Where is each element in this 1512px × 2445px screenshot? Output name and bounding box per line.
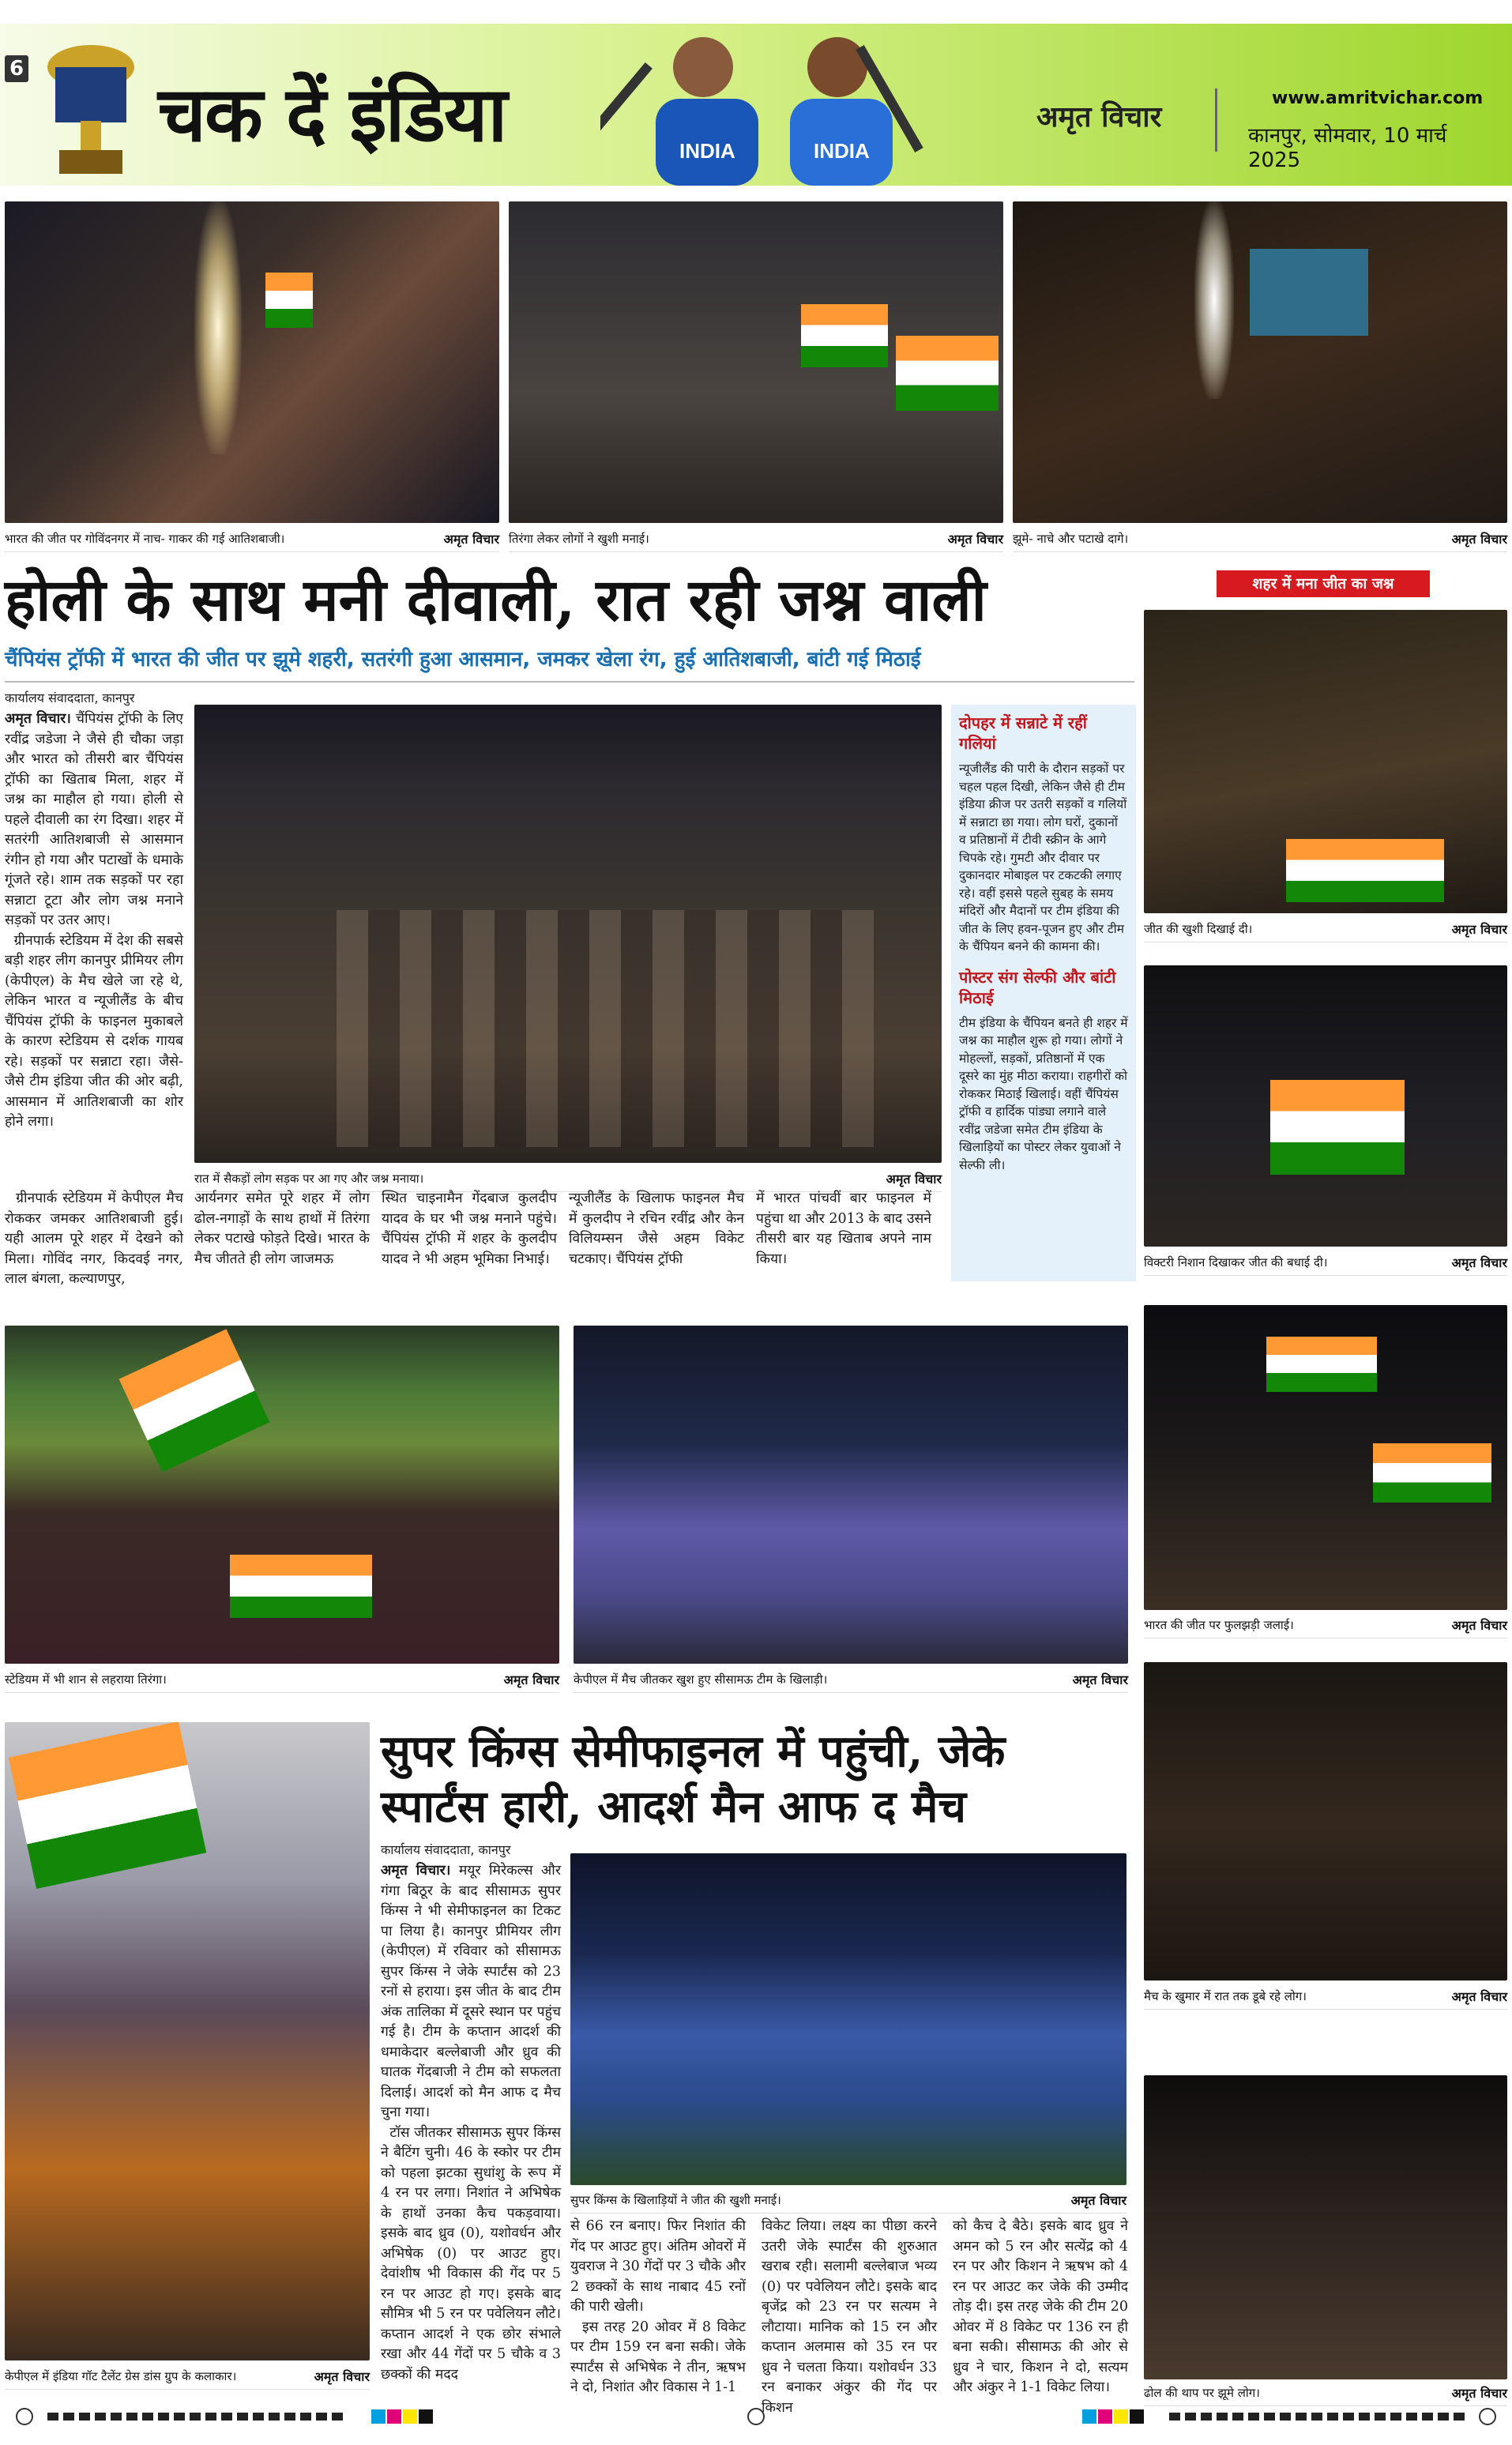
photo-credit: अमृत विचार <box>1070 2192 1126 2208</box>
masthead <box>0 24 1512 186</box>
photo-caption-row <box>1144 2379 1507 2406</box>
box-text: न्यूजीलैंड की पारी के दौरान सड़कों पर चहल पहल दिखी, लेकिन जैसे ही टीम इंडिया क्रीज पर उतरी सड़कों व गलियों में सन्नाटा छा गया। लोग घरों, दुकानों व प्रतिष्ठानों में टीवी स्क्रीन के आगे चिपके रहे। गुमटी और दीवार पर दुकानदार मोबाइल पर टकटकी लगाए रहे। वहीं इससे पहले सुबह के समय मंदिरों और मैदानों पर टीम इंडिया की जीत के लिए हवन-पूजन हुए और टीम के चैंपियन बनने की कामना की। <box>959 762 1127 954</box>
photo-caption: रात में सैकड़ों लोग सड़क पर आ गए और जश्न मनाया। <box>194 1171 424 1186</box>
byline: कार्यालय संवाददाता, कानपुर <box>5 690 135 705</box>
photo-credit: अमृत विचार <box>886 1171 942 1187</box>
website-link[interactable]: www.amritvichar.com <box>1272 88 1484 108</box>
photo-caption-row <box>1144 1612 1507 1638</box>
players-artwork <box>600 24 1011 186</box>
story-column: को कैच दे बैठे। इसके बाद ध्रुव ने अमन को 5 रन और सत्येंद्र को 4 रन पर और किशन ने ऋषभ को 4 रन पर आउट कर जेके की उम्मीद तोड़ दी। इस तरह जेके की टीम 20 ओवर में 8 विकेट पर 136 रन ही बना सकी। सीसामऊ की ओर से ध्रुव ने चार, किशन ने दो, सत्यम और अंकुर ने 1-1 विकेट लिया। <box>953 2218 1128 2395</box>
photo-victory-sign <box>1144 965 1507 1247</box>
lead-label: अमृत विचार। <box>381 1863 451 1879</box>
photo-credit: अमृत विचार <box>1451 1617 1507 1633</box>
photo-credit: अमृत विचार <box>1451 531 1507 547</box>
photo-credit: अमृत विचार <box>1451 2385 1507 2401</box>
registration-mark-icon <box>1479 2408 1496 2425</box>
box-title: दोपहर में सन्नाटे में रहीं गलियां <box>959 713 1087 753</box>
photo-caption: स्टेडियम में भी शान से लहराया तिरंगा। <box>5 1672 167 1687</box>
box-title: पोस्टर संग सेल्फी और बांटी मिठाई <box>959 967 1116 1007</box>
trophy-icon <box>32 36 150 186</box>
photo-victory-joy <box>1144 610 1507 913</box>
photo-super-kings-team <box>570 1853 1126 2185</box>
photo-caption-row <box>1144 916 1507 942</box>
photo-credit: अमृत विचार <box>1451 1254 1507 1270</box>
photo-caption: केपीएल में मैच जीतकर खुश हुए सीसामऊ टीम के खिलाड़ी। <box>574 1672 828 1687</box>
photo-caption: झूमे- नाचे और पटाखे दागे। <box>1013 531 1129 546</box>
photo-caption-row <box>509 525 1003 552</box>
photo-sparklers <box>1144 1305 1507 1610</box>
photo-stadium-tiranga <box>5 1326 559 1664</box>
photo-caption: जीत की खुशी दिखाई दी। <box>1144 921 1253 936</box>
photo-caption-row <box>5 1666 559 1693</box>
photo-celebration-govindnagar <box>5 201 499 523</box>
section-tag: शहर में मना जीत का जश्न <box>1217 570 1430 597</box>
second-headline: सुपर किंग्स सेमीफाइनल में पहुंची, जेके स्पार्टंस हारी, आदर्श मैन आफ द मैच <box>381 1725 1006 1833</box>
dateline: कानपुर, सोमवार, 10 मार्च 2025 <box>1248 124 1447 172</box>
photo-tiranga-celebration <box>509 201 1003 523</box>
header-info <box>1019 71 1501 174</box>
photo-credit: अमृत विचार <box>503 1672 559 1687</box>
story-column: में भारत पांचवीं बार फाइनल में पहुंचा था और 2013 के बाद उसने तीसरी बार यह खिताब अपने नाम किया। <box>756 1191 931 1267</box>
svg-text:INDIA: INDIA <box>679 139 735 163</box>
photo-sisamau-team <box>574 1326 1128 1664</box>
lead-label: अमृत विचार। <box>5 711 71 727</box>
main-headline: होली के साथ मनी दीवाली, रात रही जश्न वाली <box>5 566 987 634</box>
photo-credit: अमृत विचार <box>1451 921 1507 937</box>
photo-caption-row <box>1144 1983 1507 2010</box>
photo-credit: अमृत विचार <box>314 2368 370 2384</box>
registration-mark-icon <box>747 2408 765 2425</box>
photo-caption: भारत की जीत पर फुलझड़ी जलाई। <box>1144 1617 1294 1632</box>
photo-night-crowd <box>194 705 942 1163</box>
photo-dhol-dance <box>1144 2075 1507 2379</box>
newspaper-logo: अमृत विचार <box>1036 101 1162 134</box>
main-subhead: चैंपियंस ट्रॉफी में भारत की जीत पर झूमे शहरी, सतरंगी हुआ आसमान, जमकर खेला रंग, हुई आतिशबाजी, बांटी गई मिठाई <box>5 648 921 671</box>
photo-credit: अमृत विचार <box>1072 1672 1128 1687</box>
photo-caption-row <box>5 2363 370 2390</box>
story-column: आर्यनगर समेत पूरे शहर में लोग ढोल-नगाड़ों के साथ हाथों में तिरंगा लेकर पटाखे फोड़ते दिखे। भारत के मैच जीतते ही लोग जाजमऊ <box>194 1191 370 1267</box>
photo-caption: ढोल की थाप पर झूमे लोग। <box>1144 2385 1260 2400</box>
photo-caption-row <box>1144 1249 1507 1276</box>
photo-credit: अमृत विचार <box>1451 1988 1507 2004</box>
photo-caption: केपीएल में इंडिया गॉट टैलेंट ग्रेस डांस ग्रुप के कलाकार। <box>5 2368 237 2383</box>
box-text: टीम इंडिया के चैंपियन बनते ही शहर में जश्न का माहौल शुरू हो गया। लोगों ने मोहल्लों, सड़कों, प्रतिष्ठानों में एक दूसरे का मुंह मीठा कराया। राहगीरों को रोककर मिठाई खिलाई। वहीं चैंपियंस ट्रॉफी व हार्दिक पांड्या लगाने वाले रवींद्र जडेजा समेत टीम इंडिया के खिलाड़ियों का पोस्टर लेकर युवाओं ने सेल्फी ली। <box>959 1015 1128 1172</box>
story-column: स्थित चाइनामैन गेंदबाज कुलदीप यादव के घर भी जश्न मनाने पहुंचे। चैंपियंस ट्रॉफी में शहर के कुलदीप यादव ने भी अहम भूमिका निभाई। <box>382 1191 557 1267</box>
info-box <box>951 705 1136 1281</box>
photo-caption-row <box>570 2187 1126 2214</box>
photo-caption-row <box>194 1165 942 1192</box>
divider <box>5 681 1134 683</box>
story-column: से 66 रन बनाए। फिर निशांत की गेंद पर आउट हुए। अंतिम ओवरों में युवराज ने 30 गेंदों पर 3 चौके और 2 छक्कों के साथ नाबाद 45 रनों की पारी खेली। इस तरह 20 ओवर में 8 विकेट पर टीम 159 रन बना सकी। जेके स्पार्टंस से अभिषेक ने तीन, ऋषभ ने दो, निशांत और विकास ने 1-1 <box>570 2218 746 2395</box>
photo-dance-firecrackers <box>1013 201 1507 523</box>
photo-caption-row <box>574 1666 1128 1693</box>
registration-mark-icon <box>16 2408 33 2425</box>
photo-caption: तिरंगा लेकर लोगों ने खुशी मनाई। <box>509 531 649 546</box>
photo-caption: भारत की जीत पर गोविंदनगर में नाच- गाकर की गई आतिशबाजी। <box>5 531 285 546</box>
photo-caption: सुपर किंग्स के खिलाड़ियों ने जीत की खुशी मनाई। <box>570 2192 781 2207</box>
divider <box>1215 88 1217 152</box>
section-title: चक दें इंडिया <box>158 70 506 159</box>
photo-late-night-crowd <box>1144 1662 1507 1980</box>
photo-caption-row <box>5 525 499 552</box>
photo-dance-group <box>5 1722 370 2360</box>
svg-text:INDIA: INDIA <box>814 139 870 163</box>
story-column: अमृत विचार। चैंपियंस ट्रॉफी के लिए रवींद्र जडेजा ने जैसे ही चौका जड़ा और भारत को तीसरी बार चैंपियंस ट्रॉफी का खिताब मिला, शहर में जश्न का माहौल हो गया। होली से पहले दीवाली का रंग दिखा। शहर में सतरंगी आतिशबाजी से आसमान रंगीन हो गया और पटाखों के धमाके गूंजते रहे। शाम तक सड़कों पर रहा सन्नाटा टूटा और लोग जश्न मनाने सड़कों पर उतर आए। ग्रीनपार्क स्टेडियम में देश की सबसे बड़ी शहर लीग कानपुर प्रीमियर लीग (केपीएल) के मैच खेले जा रहे थे, लेकिन भारत व न्यूजीलैंड के बीच चैंपियंस ट्रॉफी के फाइनल मुकाबले के कारण स्टेडियम से दर्शक गायब रहे। सड़कों पर सन्नाटा रहा। जैसे-जैसे टीम इंडिया जीत की ओर बढ़ी, आसमान में आतिशबाजी का शोर होने लगा। <box>5 711 183 1130</box>
photo-caption-row <box>1013 525 1507 552</box>
photo-caption: मैच के खुमार में रात तक डूबे रहे लोग। <box>1144 1988 1307 2003</box>
photo-credit: अमृत विचार <box>947 531 1003 547</box>
story-column: अमृत विचार। मयूर मिरेकल्स और गंगा बिठूर के बाद सीसामऊ सुपर किंग्स ने भी सेमीफाइनल का टिकट पा लिया है। कानपुर प्रीमियर लीग (केपीएल) में रविवार को सीसामऊ सुपर किंग्स ने जेके स्पार्टंस को 23 रनों से हराया। इस जीत के बाद टीम अंक तालिका में दूसरे स्थान पर पहुंच गई है। टीम के कप्तान आदर्श की धमाकेदार बल्लेबाजी और ध्रुव की घातक गेंदबाजी ने टीम को सफलता दिलाई। आदर्श को मैन आफ द मैच चुना गया। टॉस जीतकर सीसामऊ सुपर किंग्स ने बैटिंग चुनी। 46 के स्कोर पर टीम को पहला झटका सुधांशु के रूप में 4 रन पर लगा। निशांत ने अभिषेक के हाथों उनका कैच पकड़वाया। इसके बाद ध्रुव (0), यशोवर्धन और अभिषेक (0) पर आउट हुए। देवांशीष भी विकास की गेंद पर 5 रन पर आउट हो गए। इसके बाद सौमित्र भी 5 रन पर पवेलियन लौटे। कप्तान आदर्श ने एक छोर संभाले रखा और 44 गेंदों पर 5 चौके व 3 छक्कों की मदद <box>381 1863 561 2383</box>
story-column: न्यूजीलैंड के खिलाफ फाइनल मैच में कुलदीप ने रचिन रवींद्र और केन विलियम्सन जैसे अहम विकेट चटकाए। चैंपियंस ट्रॉफी <box>569 1191 744 1267</box>
story-column: विकेट लिया। लक्ष्य का पीछा करने उतरी जेके स्पार्टंस की शुरुआत खराब रही। सलामी बल्लेबाज भव्य (0) पर पवेलियन लौटे। इसके बाद बृजेंद्र को 23 रन पर सत्यम ने लौटाया। मानिक को 15 रन और कप्तान अलमास को 35 रन पर ध्रुव ने चलता किया। यशोवर्धन 33 रन बनाकर अंकुर की गेंद पर किशन <box>762 2218 937 2416</box>
story-column: ग्रीनपार्क स्टेडियम में केपीएल मैच रोककर जमकर आतिशबाजी हुई। यही आलम पूरे शहर में देखने को मिला। गोविंद नगर, किदवई नगर, लाल बंगला, कल्याणपुर, <box>5 1191 183 1287</box>
photo-caption: विक्टरी निशान दिखाकर जीत की बधाई दी। <box>1144 1254 1328 1270</box>
photo-credit: अमृत विचार <box>443 531 499 547</box>
page-number: 6 <box>5 55 28 82</box>
byline: कार्यालय संवाददाता, कानपुर <box>381 1842 511 1857</box>
